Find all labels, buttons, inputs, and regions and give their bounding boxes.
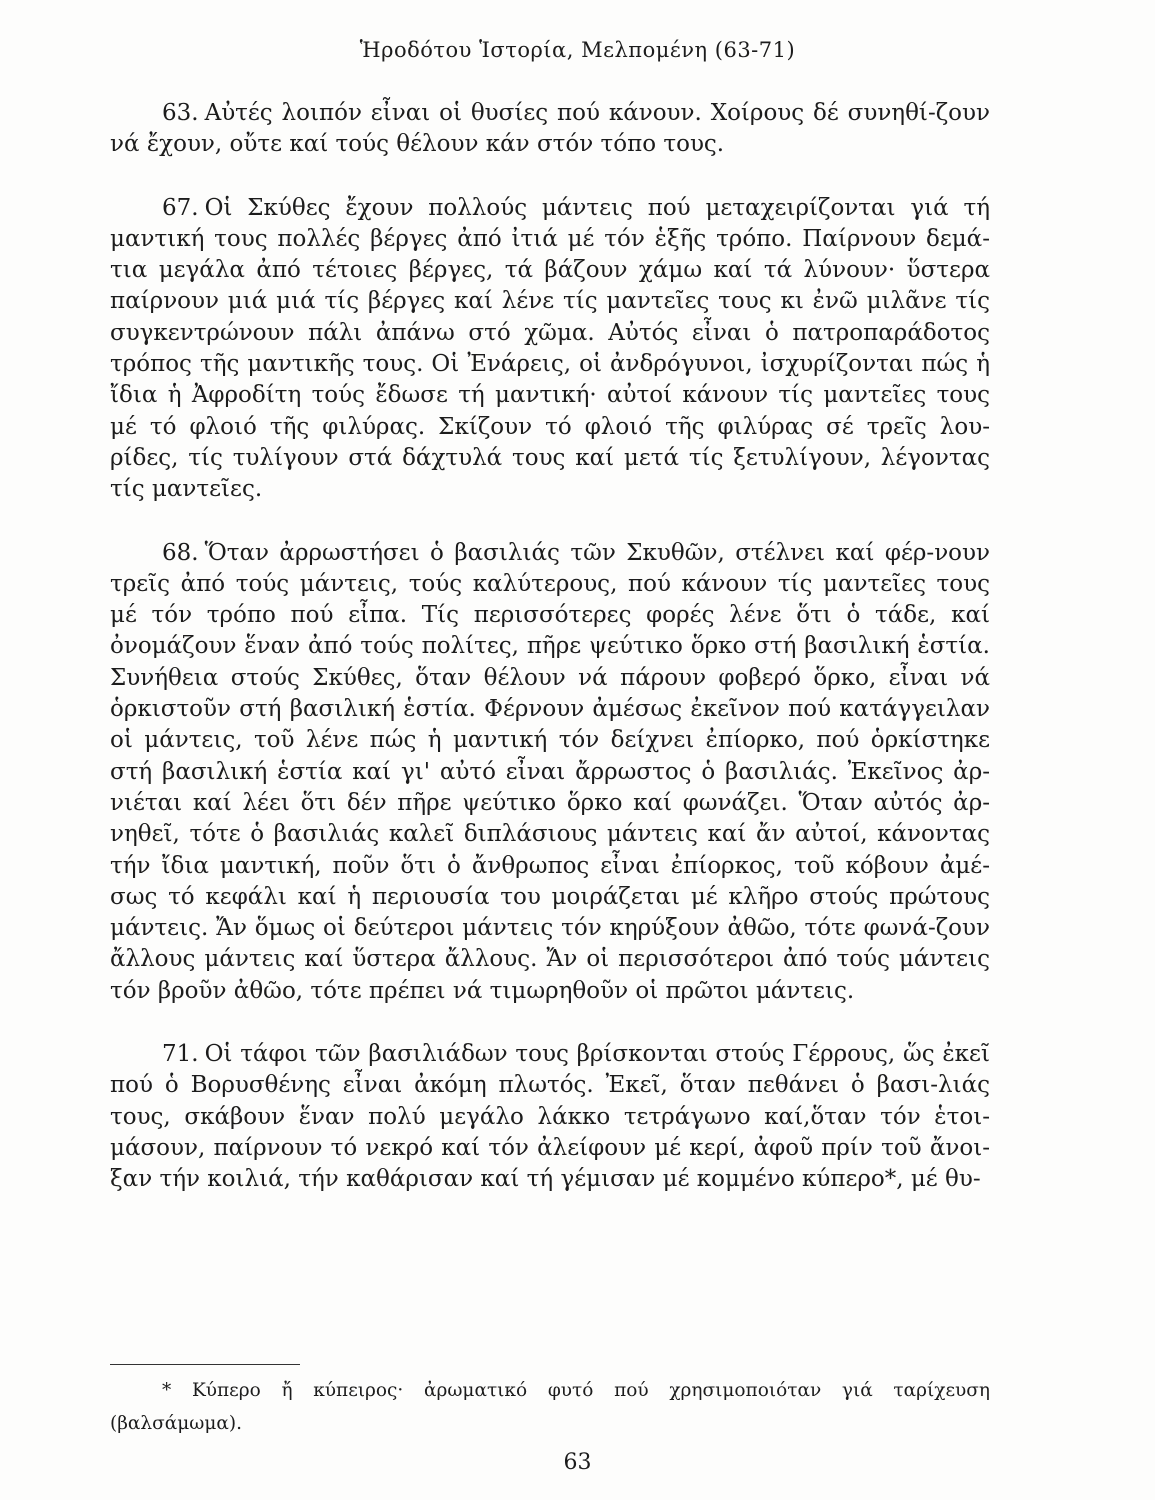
paragraph-text: Οἱ τάφοι τῶν βασιλιάδων τους βρίσκονται στούς Γέρρους, ὥς ἐκεῖ πού ὁ Βορυσθένης εἶναι ἀκόμη πλωτός. Ἐκεῖ, ὅταν πεθάνει ὁ βασι-λιάς τους, σκάβουν ἕναν πολύ μεγάλο λάκκο τετράγωνο καί,ὅταν τόν ἑτοι-μάσουν, παίρνουν τό νεκρό καί τόν ἀλείφουν μέ κερί, ἀφοῦ πρίν τοῦ ἄνοι-ξαν τήν κοιλιά, τήν καθάρισαν καί τή γέμισαν μέ κομμένο κύπερο*, μέ θυ- bbox=[110, 1041, 990, 1193]
paragraph-number: 67. bbox=[162, 194, 199, 221]
running-head: Ἡροδότου Ἱστορία, Μελπομένη (63-71) bbox=[359, 38, 796, 62]
paragraph-number: 71. bbox=[162, 1041, 199, 1068]
body-text bbox=[110, 98, 990, 1228]
page-number: 63 bbox=[563, 1450, 592, 1475]
paragraph-67 bbox=[110, 193, 990, 506]
paragraph-number: 68. bbox=[162, 539, 199, 566]
paragraph-number: 63. bbox=[162, 100, 199, 126]
paragraph-63 bbox=[110, 98, 990, 161]
paragraph-text: Αὐτές λοιπόν εἶναι οἱ θυσίες πού κάνουν. Χοίρους δέ συνηθί-ζουν νά ἔχουν, οὔτε καί τούς θέλουν κάν στόν τόπο τους. bbox=[110, 100, 990, 158]
paragraph-text: Ὅταν ἀρρωστήσει ὁ βασιλιάς τῶν Σκυθῶν, στέλνει καί φέρ-νουν τρεῖς ἀπό τούς μάντεις, τούς καλύτερους, πού κάνουν τίς μαντεῖες τους μέ τόν τρόπο πού εἶπα. Τίς περισσότερες φορές λένε ὅτι ὁ τάδε, καί ὀνομάζουν ἕναν ἀπό τούς πολίτες, πῆρε ψεύτικο ὅρκο στή βασιλική ἑστία. Συνήθεια στούς Σκύθες, ὅταν θέλουν νά πάρουν φοβερό ὅρκο, εἶναι νά ὁρκιστοῦν στή βασιλική ἑστία. Φέρνουν ἀμέσως ἐκεῖνον πού κατάγγειλαν οἱ μάντεις, τοῦ λένε πώς ἡ μαντική τόν δείχνει ἐπίορκο, πού ὁρκίστηκε στή βασιλική ἑστία καί γι' αὐτό εἶναι ἄρρωστος ὁ βασιλιάς. Ἐκεῖνος ἀρ-νιέται καί λέει ὅτι δέν πῆρε ψεύτικο ὅρκο καί φωνάζει. Ὅταν αὐτός ἀρ-νηθεῖ, τότε ὁ βασιλιάς καλεῖ διπλάσιους μάντεις καί ἄν αὐτοί, κάνοντας τήν ἴδια μαντική, ποῦν ὅτι ὁ ἄνθρωπος εἶναι ἐπίορκος, τοῦ κόβουν ἀμέ-σως τό κεφάλι καί ἡ περιουσία του μοιράζεται μέ κλῆρο στούς πρώτους μάντεις. Ἄν ὅμως οἱ δεύτεροι μάντεις τόν κηρύξουν ἀθῶο, τότε φωνά-ζουν ἄλλους μάντεις καί ὕστερα ἄλλους. Ἄν οἱ περισσότεροι ἀπό τούς μάντεις τόν βροῦν ἀθῶο, τότε πρέπει νά τιμωρηθοῦν οἱ πρῶτοι μάντεις. bbox=[110, 539, 990, 1004]
paragraph-71 bbox=[110, 1039, 990, 1195]
paragraph-68 bbox=[110, 538, 990, 1007]
footnote-divider bbox=[110, 1364, 300, 1365]
paragraph-text: Οἱ Σκύθες ἔχουν πολλούς μάντεις πού μεταχειρίζονται γιά τή μαντική τους πολλές βέργες ἀπό ἰτιά μέ τόν ἑξῆς τρόπο. Παίρνουν δεμά-τια μεγάλα ἀπό τέτοιες βέργες, τά βάζουν χάμω καί τά λύνουν· ὕστερα παίρνουν μιά μιά τίς βέργες καί λένε τίς μαντεῖες τους κι ἐνῶ μιλᾶνε τίς συγκεντρώνουν πάλι ἀπάνω στό χῶμα. Αὐτός εἶναι ὁ πατροπαράδοτος τρόπος τῆς μαντικῆς τους. Οἱ Ἐνάρεις, οἱ ἀνδρόγυνοι, ἰσχυρίζονται πώς ἡ ἴδια ἡ Ἀφροδίτη τούς ἔδωσε τή μαντική· αὐτοί κάνουν τίς μαντεῖες τους μέ τό φλοιό τῆς φιλύρας. Σκίζουν τό φλοιό τῆς φιλύρας σέ τρεῖς λου-ρίδες, τίς τυλίγουν στά δάχτυλά τους καί μετά τίς ξετυλίγουν, λέγοντας τίς μαντεῖες. bbox=[110, 194, 990, 503]
footnote: * Κύπερο ἤ κύπειρος· ἀρωματικό φυτό πού χρησιμοποιόταν γιά ταρίχευση (βαλσάμωμα). bbox=[110, 1380, 990, 1434]
